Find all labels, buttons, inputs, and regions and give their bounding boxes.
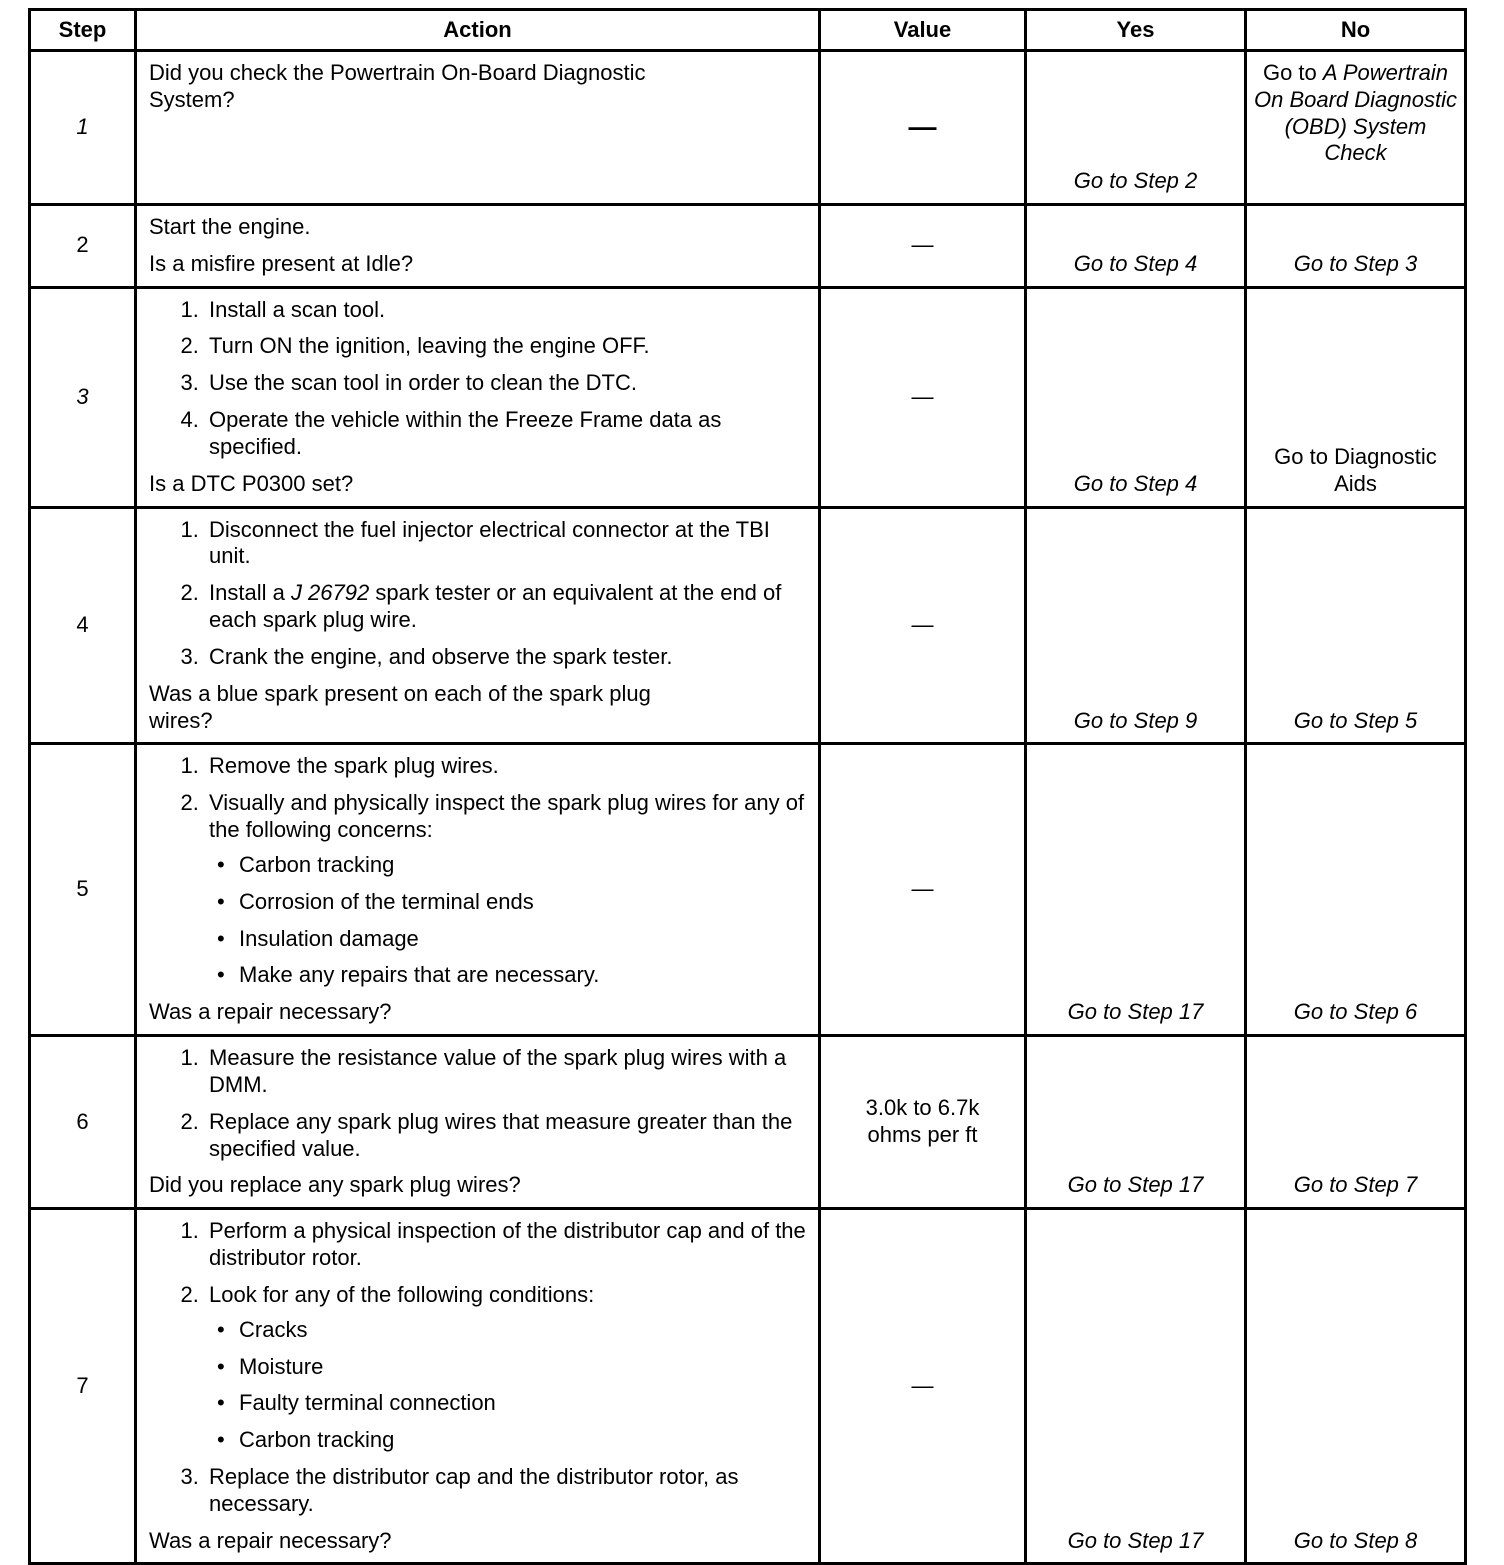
action-step: 1. Measure the resistance value of the spark plug wires with a DMM. [205, 1045, 808, 1099]
no-link: A Powertrain On Board Diagnostic (OBD) System Check [1254, 60, 1457, 166]
table-row [30, 1209, 1466, 1564]
action-step [205, 1282, 808, 1454]
table-row [30, 507, 1466, 744]
yes-cell: Go to Step 4 [1026, 205, 1246, 288]
step-number: 5 [30, 744, 136, 1036]
bullet-item: • Faulty terminal connection [239, 1390, 808, 1417]
value-cell: — [820, 1209, 1026, 1564]
action-step: 2. Turn ON the ignition, leaving the engine OFF. [205, 333, 808, 360]
bullet-list [209, 1317, 808, 1454]
action-question: Was a repair necessary? [149, 1527, 392, 1553]
yes-cell: Go to Step 17 [1026, 1036, 1246, 1209]
action-question: Is a misfire present at Idle? [149, 250, 414, 276]
action-steps [149, 1045, 808, 1162]
header-value: Value [820, 10, 1026, 51]
yes-cell: Go to Step 2 [1026, 51, 1246, 205]
no-cell: Go to Diagnostic Aids [1246, 287, 1466, 507]
diagnostic-table [28, 8, 1467, 1565]
action-steps [149, 1218, 808, 1517]
value-cell: — [820, 205, 1026, 288]
action-step [205, 580, 808, 634]
yes-cell: Go to Step 9 [1026, 507, 1246, 744]
action-cell [136, 507, 820, 744]
step-number: 2 [30, 205, 136, 288]
bullet-item: • Carbon tracking [239, 852, 808, 879]
action-step: 1. Remove the spark plug wires. [205, 753, 808, 780]
action-steps [149, 297, 808, 461]
header-no: No [1246, 10, 1466, 51]
action-question: Did you check the Powertrain On-Board Diagnostic System? [149, 60, 646, 112]
no-cell: Go to Step 6 [1246, 744, 1466, 1036]
bullet-item: • Carbon tracking [239, 1427, 808, 1454]
action-cell [136, 287, 820, 507]
bullet-item: • Corrosion of the terminal ends [239, 889, 808, 916]
action-cell [136, 744, 820, 1036]
action-step [205, 790, 808, 989]
step-text: Visually and physically inspect the spark plug wires for any of the following concerns: [209, 790, 805, 843]
step-number: 6 [30, 1036, 136, 1209]
yes-cell: Go to Step 4 [1026, 287, 1246, 507]
action-step: 3. Crank the engine, and observe the spark tester. [205, 644, 808, 671]
step-number: 3 [30, 287, 136, 507]
action-cell [136, 205, 820, 288]
action-step: 3. Use the scan tool in order to clean the DTC. [205, 370, 808, 397]
value-cell: — [820, 51, 1026, 205]
value-cell: — [820, 507, 1026, 744]
table-row [30, 287, 1466, 507]
no-cell: Go to Step 7 [1246, 1036, 1466, 1209]
no-cell [1246, 51, 1466, 205]
action-cell [136, 1209, 820, 1564]
step-number: 7 [30, 1209, 136, 1564]
action-question: Is a DTC P0300 set? [149, 470, 354, 496]
yes-cell: Go to Step 17 [1026, 744, 1246, 1036]
action-question: Was a blue spark present on each of the spark plug wires? [149, 680, 651, 733]
table-header-row [30, 10, 1466, 51]
value-cell: — [820, 287, 1026, 507]
bullet-item: • Insulation damage [239, 926, 808, 953]
step-text: Look for any of the following conditions: [209, 1281, 595, 1307]
table-row [30, 744, 1466, 1036]
value-cell: 3.0k to 6.7k ohms per ft [820, 1036, 1026, 1209]
action-intro: Start the engine. [149, 214, 311, 239]
action-steps [149, 753, 808, 989]
action-step: 1. Disconnect the fuel injector electrical connector at the TBI unit. [205, 517, 808, 571]
action-question: Was a repair necessary? [149, 999, 392, 1025]
no-cell: Go to Step 5 [1246, 507, 1466, 744]
header-yes: Yes [1026, 10, 1246, 51]
no-prefix: Go to [1262, 60, 1323, 85]
table-row [30, 51, 1466, 205]
no-cell: Go to Step 8 [1246, 1209, 1466, 1564]
step-text: spark tester or an equivalent at the end of each spark plug wire. [209, 580, 782, 633]
action-step: 1. Perform a physical inspection of the distributor cap and of the distributor rotor. [205, 1218, 808, 1272]
tool-number: J 26792 [290, 580, 370, 606]
step-number: 1 [30, 51, 136, 205]
action-steps [149, 517, 808, 671]
action-step: 1. Install a scan tool. [205, 297, 808, 324]
action-question: Did you replace any spark plug wires? [149, 1172, 521, 1198]
header-action: Action [136, 10, 820, 51]
table-row [30, 205, 1466, 288]
header-step: Step [30, 10, 136, 51]
bullet-item: • Cracks [239, 1317, 808, 1344]
yes-cell: Go to Step 17 [1026, 1209, 1246, 1564]
no-cell: Go to Step 3 [1246, 205, 1466, 288]
step-text: Install a [209, 580, 291, 606]
action-cell [136, 1036, 820, 1209]
bullet-list [209, 852, 808, 989]
action-step: 2. Replace any spark plug wires that measure greater than the specified value. [205, 1109, 808, 1163]
action-step: 4. Operate the vehicle within the Freeze Frame data as specified. [205, 407, 808, 461]
bullet-item: • Make any repairs that are necessary. [239, 962, 808, 989]
action-step: 3. Replace the distributor cap and the distributor rotor, as necessary. [205, 1464, 808, 1518]
action-cell [136, 51, 820, 205]
step-number: 4 [30, 507, 136, 744]
value-cell: — [820, 744, 1026, 1036]
bullet-item: • Moisture [239, 1354, 808, 1381]
table-row [30, 1036, 1466, 1209]
